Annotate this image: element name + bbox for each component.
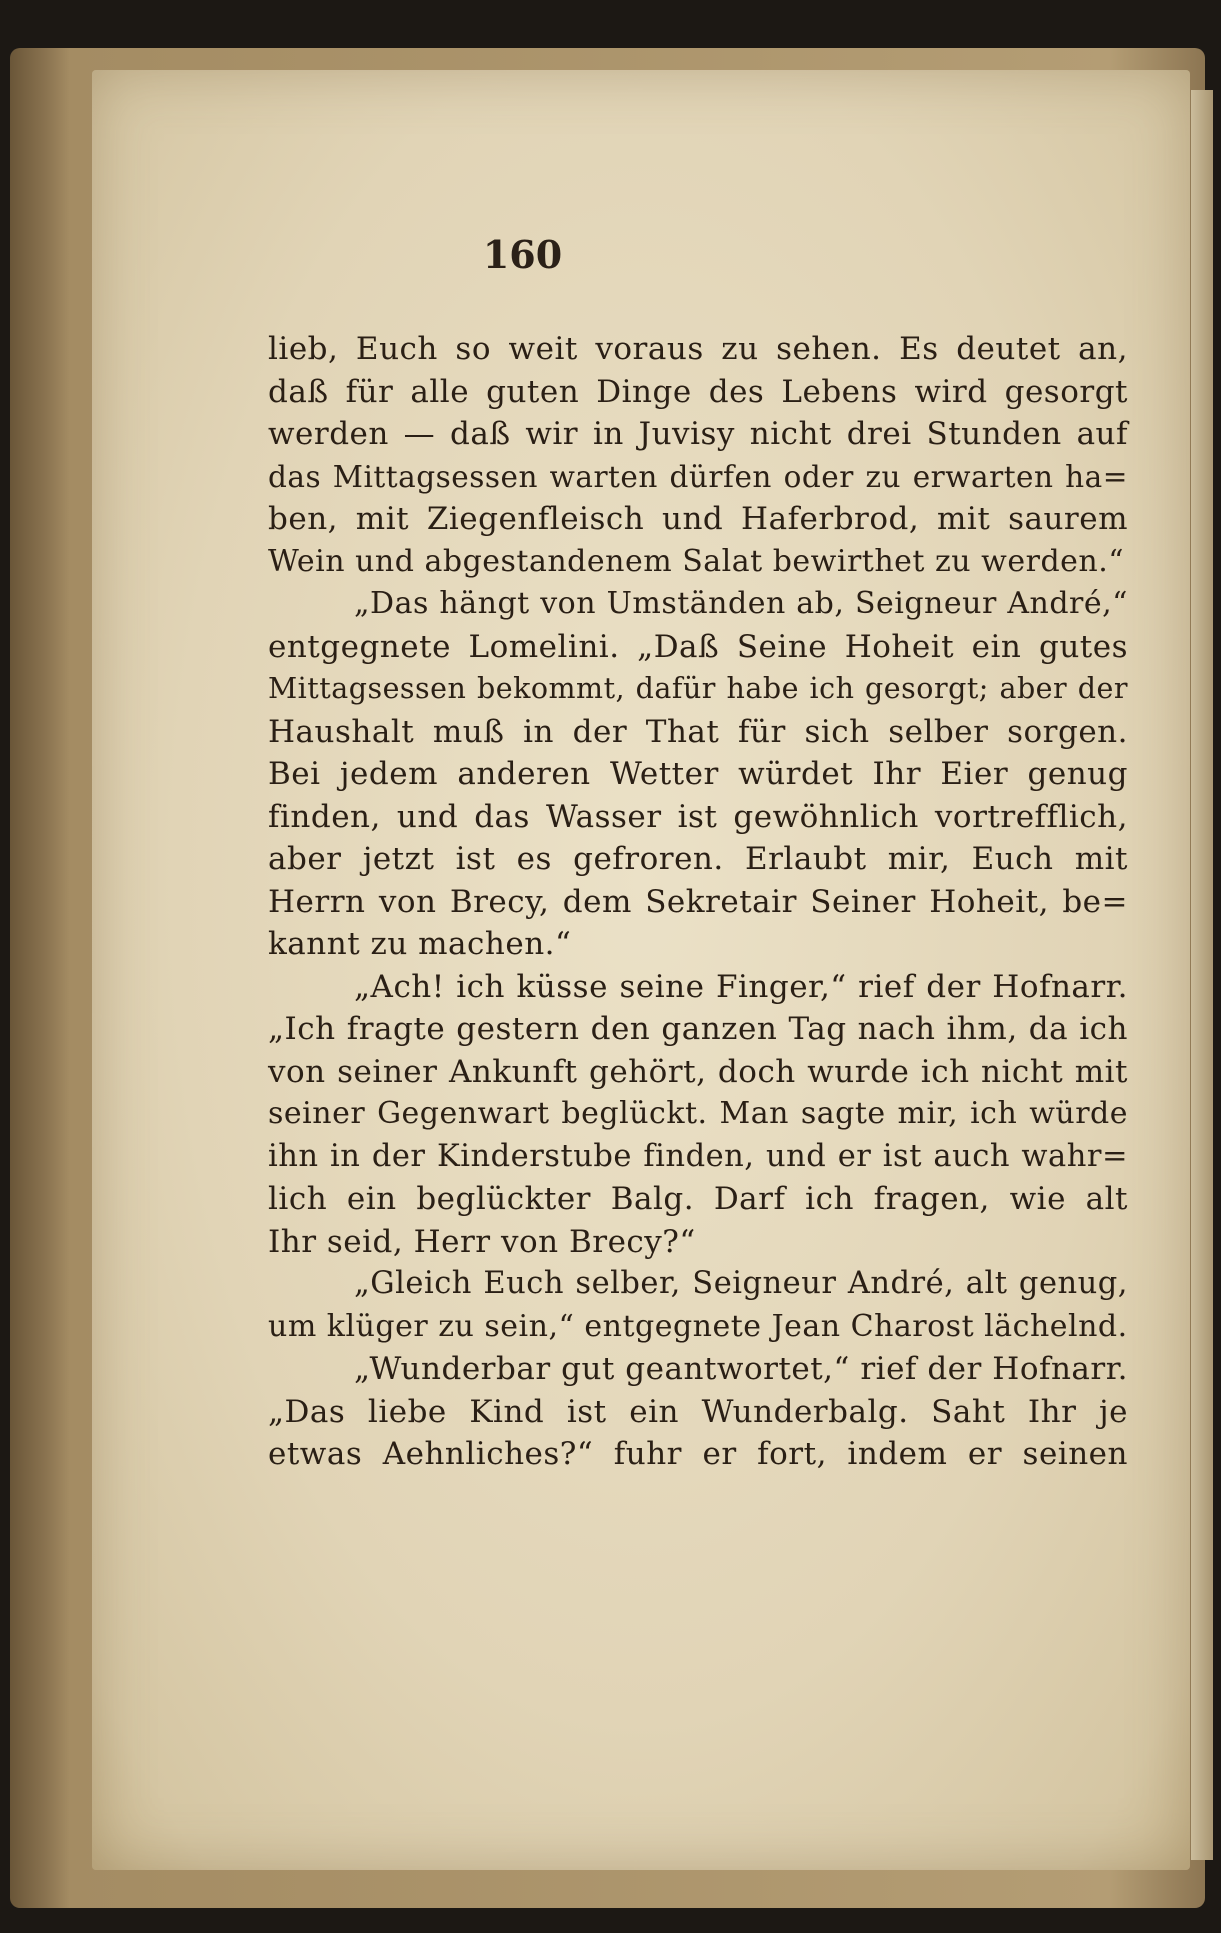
text-line: Herrn von Brecy, dem Sekretair Seiner Hoheit, be= bbox=[268, 883, 1128, 920]
text-line: das Mittagsessen warten dürfen oder zu erwarten ha= bbox=[268, 459, 1128, 494]
text-line: lich ein beglückter Balg. Darf ich fragen, wie alt bbox=[268, 1181, 1128, 1217]
text-line: aber jetzt ist es gefroren. Erlaubt mir, Euch mit bbox=[268, 841, 1128, 877]
text-line: um klüger zu sein,“ entgegnete Jean Charost lächelnd. bbox=[268, 1308, 1128, 1344]
text-line: „Ich fragte gestern den ganzen Tag nach ihm, da ich bbox=[268, 1011, 1128, 1047]
text-line: „Das hängt von Umständen ab, Seigneur André,“ bbox=[354, 586, 1128, 621]
text-line: Haushalt muß in der That für sich selber sorgen. bbox=[268, 713, 1128, 750]
page-number: 160 bbox=[482, 232, 563, 277]
text-line: „Das liebe Kind ist ein Wunderbalg. Saht Ihr je bbox=[268, 1393, 1128, 1430]
text-line: entgegnete Lomelini. „Daß Seine Hoheit ein gutes bbox=[268, 628, 1128, 665]
text-line: werden — daß wir in Juvisy nicht drei Stunden auf bbox=[268, 416, 1128, 452]
text-line: ben, mit Ziegenfleisch und Haferbrod, mit saurem bbox=[268, 501, 1128, 537]
text-line: Mittagsessen bekommt, dafür habe ich gesorgt; aber der bbox=[268, 672, 1128, 705]
text-line: lieb, Euch so weit voraus zu sehen. Es deutet an, bbox=[268, 331, 1128, 367]
text-line: finden, und das Wasser ist gewöhnlich vortrefflich, bbox=[268, 798, 1128, 835]
text-line: „Gleich Euch selber, Seigneur André, alt genug, bbox=[354, 1266, 1128, 1301]
text-line: daß für alle guten Dinge des Lebens wird gesorgt bbox=[268, 373, 1128, 410]
text-line: seiner Gegenwart beglückt. Man sagte mir, ich würde bbox=[268, 1096, 1128, 1131]
body-text bbox=[268, 328, 1128, 1476]
text-line: „Ach! ich küsse seine Finger,“ rief der Hofnarr. bbox=[354, 968, 1128, 1005]
text-line: Ihr seid, Herr von Brecy?“ bbox=[268, 1223, 696, 1260]
text-line: etwas Aehnliches?“ fuhr er fort, indem er seinen bbox=[268, 1436, 1128, 1472]
text-line: kannt zu machen.“ bbox=[268, 926, 572, 962]
text-line: ihn in der Kinderstube finden, und er ist auch wahr= bbox=[268, 1138, 1128, 1174]
text-line: von seiner Ankunft gehört, doch wurde ich nicht mit bbox=[268, 1053, 1128, 1090]
text-line: Wein und abgestandenem Salat bewirthet zu werden.“ bbox=[268, 543, 1125, 579]
text-line: „Wunderbar gut geantwortet,“ rief der Hofnarr. bbox=[354, 1351, 1128, 1387]
page-stack-edge bbox=[1191, 90, 1213, 1860]
text-line: Bei jedem anderen Wetter würdet Ihr Eier genug bbox=[268, 756, 1128, 792]
